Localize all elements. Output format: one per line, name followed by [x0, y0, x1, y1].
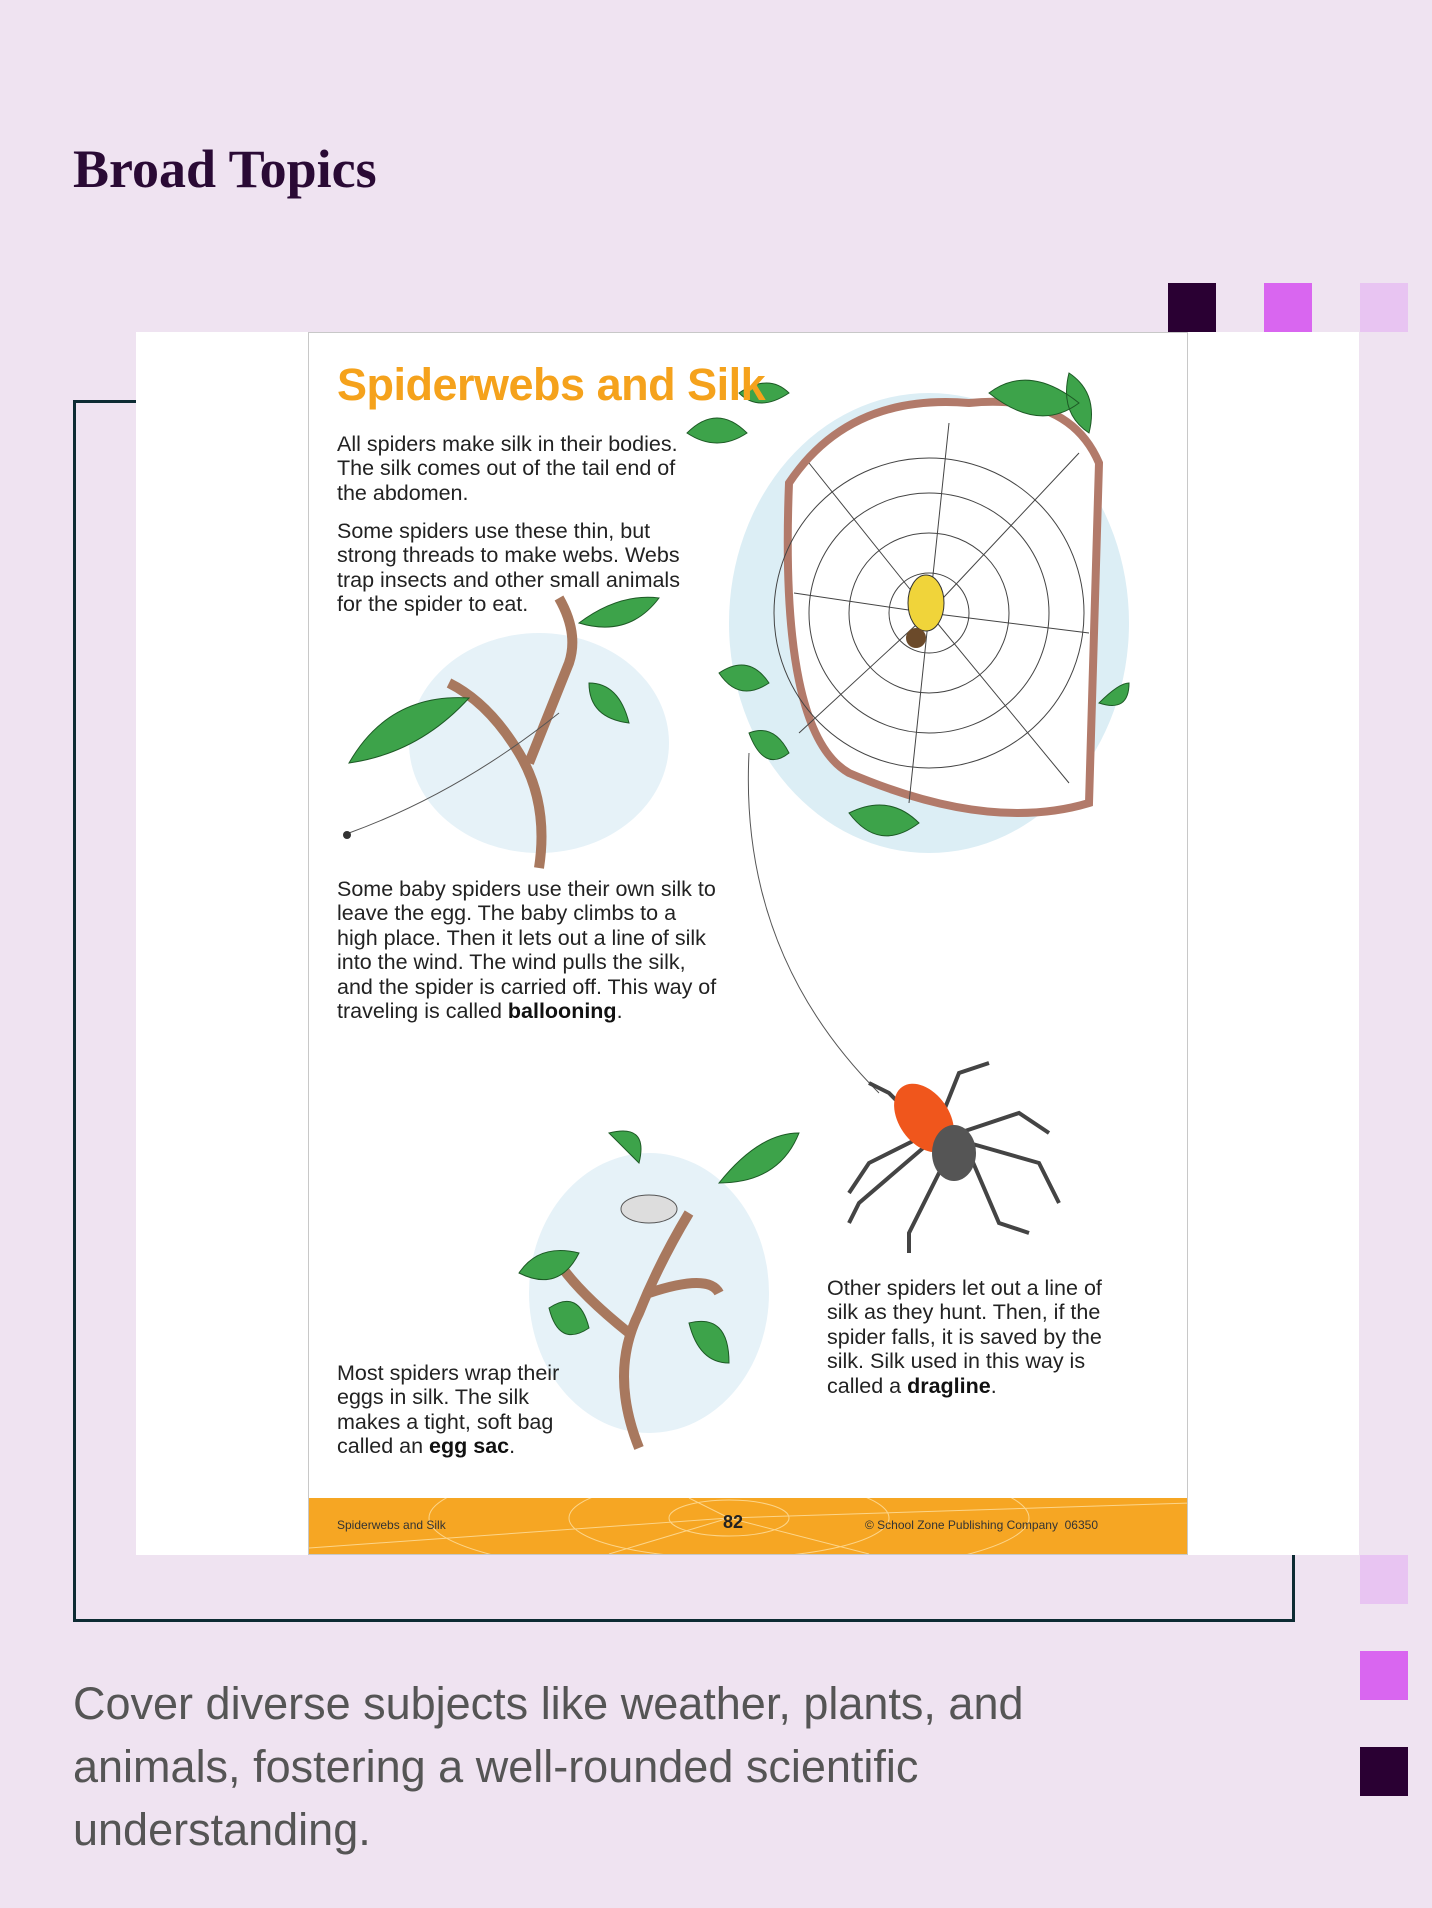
ballooning-branch-illustration [343, 597, 669, 868]
page-number: 82 [723, 1512, 744, 1532]
decor-square-light [1360, 1555, 1408, 1604]
paragraph-silk: All spiders make silk in their bodies. The silk comes out of the tail end of the abdomen. [337, 432, 678, 505]
page-title: Spiderwebs and Silk [337, 359, 766, 410]
caption-text: Cover diverse subjects like weather, plants, and animals, fostering a well-rounded scientific understanding. [73, 1678, 1024, 1855]
paragraph-ballooning: Some baby spiders use their own silk to leave the egg. The baby climbs to a high place. Then it lets out a line of silk into the wind. The wind pulls the silk, and the spider is carried off. This way of traveling is called ballooning. [337, 877, 717, 1024]
paragraph-webs: Some spiders use these thin, but strong threads to make webs. Webs trap insects and other small animals for the spider to eat. [337, 519, 680, 617]
paragraph-egg-sac: Most spiders wrap their eggs in silk. The silk makes a tight, soft bag called an egg sac. [337, 1361, 560, 1459]
decor-square-magenta [1264, 283, 1312, 332]
decor-square-magenta [1360, 1651, 1408, 1700]
decor-square-dark [1168, 283, 1216, 332]
footer-title: Spiderwebs and Silk [337, 1518, 446, 1532]
section-heading: Broad Topics [73, 139, 377, 199]
footer-copyright: © School Zone Publishing Company 06350 [865, 1518, 1098, 1532]
workbook-page [308, 332, 1188, 1555]
spiderweb-illustration [687, 373, 1129, 853]
decor-square-dark [1360, 1747, 1408, 1796]
page-footer [309, 1498, 1188, 1554]
decor-square-light [1360, 283, 1408, 332]
paragraph-dragline: Other spiders let out a line of silk as they hunt. Then, if the spider falls, it is saved by the silk. Silk used in this way is called a dragline. [827, 1276, 1102, 1398]
